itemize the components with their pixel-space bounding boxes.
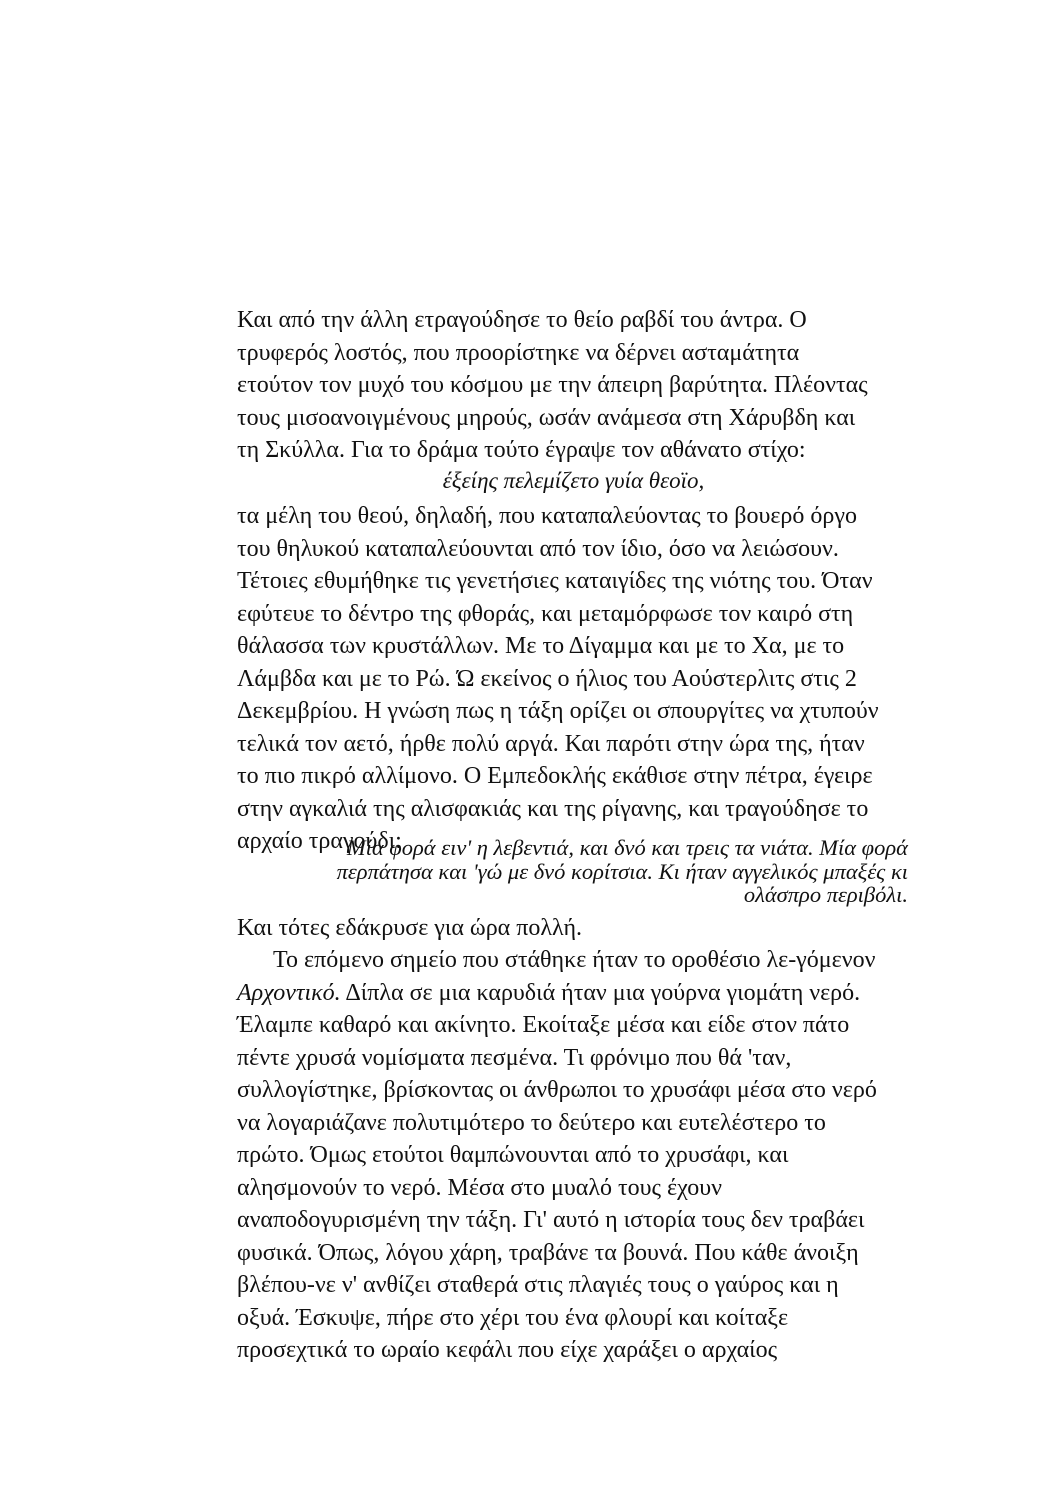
text-line: τη Σκύλλα. Για το δράμα τούτο έγραψε τον αθάνατο στίχο:	[237, 437, 806, 463]
text-line: στην αγκαλιά της αλισφακιάς και της ρίγανης, και τραγούδησε το	[237, 795, 869, 822]
text-line: Το επόμενο σημείο που στάθηκε ήταν το οροθέσιο λε-γόμενον	[273, 947, 876, 973]
quote-line: περπάτησα και 'γώ με δνό κορίτσια. Κι ήταν αγγελικός μπαξές κι	[336, 858, 908, 884]
paragraph-2	[237, 500, 917, 858]
paragraph-4	[237, 944, 917, 1367]
text-line: ετούτον τον μυχό του κόσμου με την άπειρη βαρύτητα. Πλέοντας	[237, 372, 868, 398]
text-line: αναποδογυρισμένη την τάξη. Γι' αυτό η ιστορία τους δεν τραβάει	[237, 1207, 865, 1233]
text-line: προσεχτικά το ωραίο κεφάλι που είχε χαράξει ο αρχαίος	[237, 1337, 778, 1363]
text-line: του θηλυκού καταπαλεύουνται από τον ίδιο, όσο να λειώσουν.	[237, 535, 839, 562]
quote-line: ολάσπρο περιβόλι.	[743, 882, 908, 907]
text-line: τρυφερός λοστός, που προορίστηκε να δέρνει ασταμάτητα	[237, 339, 800, 366]
text-line: οξυά. Έσκυψε, πήρε στο χέρι του ένα φλουρί και κοίταξε	[237, 1304, 789, 1331]
text-line: Δεκεμβρίου. Η γνώση πως η τάξη ορίζει οι σπουργίτες να χτυπούν	[237, 698, 879, 724]
text-line: το πιο πικρό αλλίμονο. Ο Εμπεδοκλής εκάθισε στην πέτρα, έγειρε	[237, 763, 873, 789]
verse-quote: έξείης πελεμίζετο γυία θεοϊο,	[442, 468, 705, 493]
text-line: Και τότες εδάκρυσε για ώρα πολλή.	[237, 915, 582, 941]
text-line: πρώτο. Όμως ετούτοι θαμπώνουνται από το χρυσάφι, και	[237, 1142, 789, 1168]
text-line: συλλογίστηκε, βρίσκοντας οι άνθρωποι το χρυσάφι μέσα στο νερό	[237, 1077, 877, 1103]
text-line: τα μέλη του θεού, δηλαδή, που καταπαλεύοντας το βουερό όργο	[237, 503, 857, 529]
text-line: Λάμβδα και με το Ρώ. Ώ εκείνος ο ήλιος του Αούστερλιτς στις 2	[237, 665, 857, 692]
text-line: Έλαμπε καθαρό και ακίνητο. Εκοίταξε μέσα και είδε στον πάτο	[237, 1012, 850, 1038]
text-line: φυσικά. Όπως, λόγου χάρη, τραβάνε τα βουνά. Που κάθε άνοιξη	[237, 1239, 859, 1266]
text-line: αλησμονούν το νερό. Μέσα στο μυαλό τους έχουν	[237, 1174, 722, 1201]
text-line: αρχαίο τραγούδι:	[237, 828, 402, 854]
song-quote	[237, 836, 908, 907]
text-line: πέντε χρυσά νομίσματα πεσμένα. Τι φρόνιμο που θά 'ταν,	[237, 1044, 792, 1071]
text-line: τους μισοανοιγμένους μηρούς, ωσάν ανάμεσα στη Χάρυβδη και	[237, 404, 856, 431]
place-name: Αρχοντικό.	[237, 979, 341, 1006]
text-run: Δίπλα σε μια καρυδιά ήταν μια γούρνα γιομάτη νερό.	[340, 979, 861, 1006]
text-line	[237, 977, 917, 1010]
text-line: Τέτοιες εθυμήθηκε τις γενετήσιες καταιγίδες της νιότης του. Όταν	[237, 568, 873, 594]
quote-line: Μία φορά ειν' η λεβεντιά, και δνό και τρεις τα νιάτα. Μία φορά	[346, 835, 908, 860]
text-line: βλέπου-νε ν' ανθίζει σταθερά στις πλαγιές τους ο γαύρος και η	[237, 1272, 839, 1298]
text-line: εφύτευε το δέντρο της φθοράς, και μεταμόρφωσε τον καιρό στη	[237, 600, 854, 627]
paragraph-3	[237, 912, 917, 945]
text-line: θάλασσα των κρυστάλλων. Με το Δίγαμμα και με το Χα, με το	[237, 633, 845, 659]
text-line: τελικά τον αετό, ήρθε πολύ αργά. Και παρότι στην ώρα της, ήταν	[237, 730, 865, 757]
text-line: να λογαριάζανε πολυτιμότερο το δεύτερο και ευτελέστερο το	[237, 1109, 826, 1136]
text-line: Και από την άλλη ετραγούδησε το θείο ραβδί του άντρα. Ο	[237, 307, 807, 333]
paragraph-1	[237, 304, 917, 467]
